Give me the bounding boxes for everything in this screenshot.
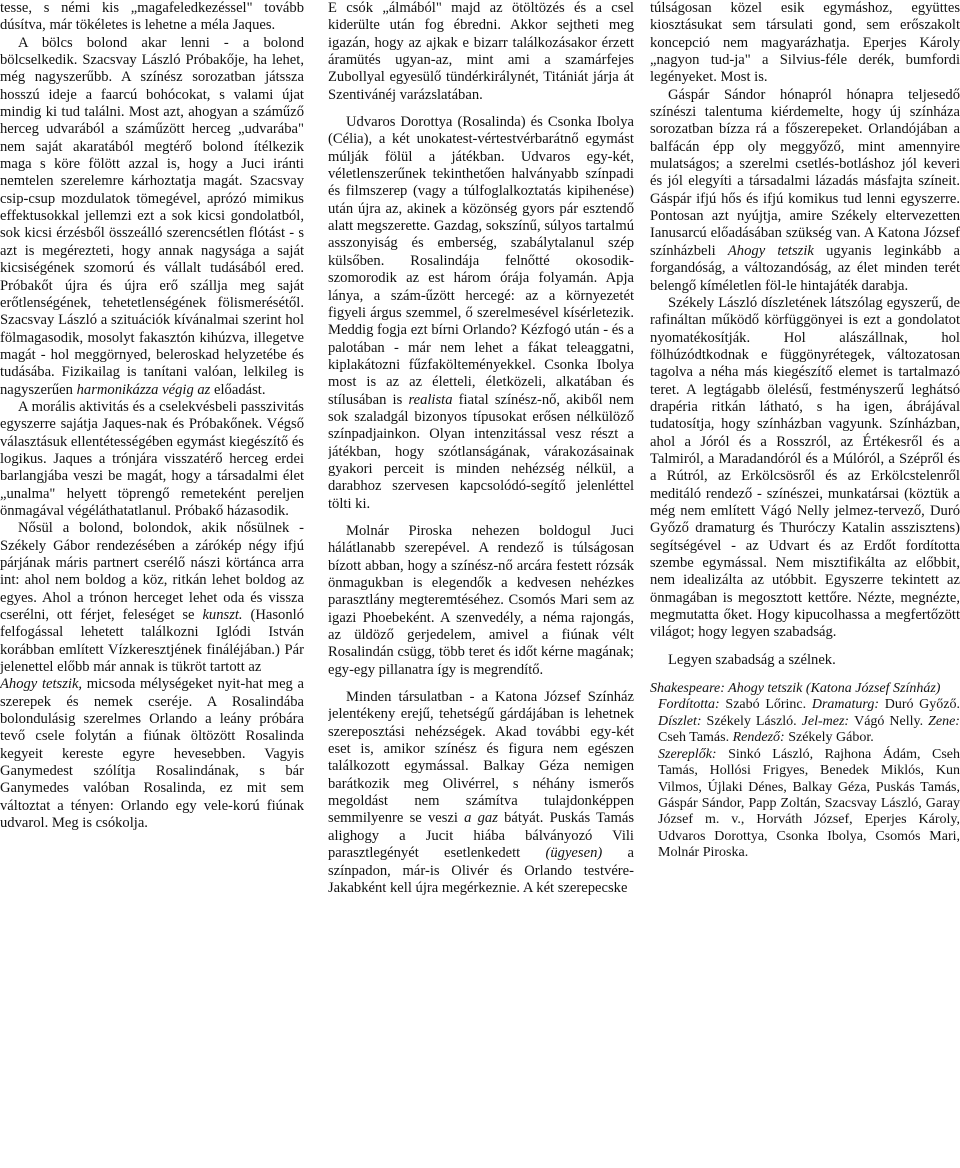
text-column-2 — [328, 0, 634, 1168]
paragraph — [0, 399, 304, 520]
italic-text: Jel-mez: — [801, 713, 855, 729]
text-run: micsoda mélységeket nyit-hat meg a szerepek és nemek cseréje. A Rosalindába bolondulásig szerelmes Orlando a leány próbára tevő csele folytán a fiúnak öltözött Rosalinda kegyeit kereste egyre hevesebben. Vagyis Ganymedest szólítja Rosalindának, s bár Ganymedes valóban Rosalinda, ez mit sem változtat a tényen: Orlando egy vele-korú fiúnak udvarol. Meg is csókolja. — [0, 676, 304, 832]
italic-text: (ügyesen) — [545, 845, 603, 862]
italic-text: Ahogy tetszik, — [0, 676, 83, 693]
text-run: ugyanis leginkább a forgandóság, a változandóság, az élet minden terét belengő kíméletlen föl-le hintajáték darabja. — [650, 242, 960, 294]
text-run: A bölcs bolond akar lenni - a bolond bölcselkedik. Szacsvay László Próbakője, ha lehet, még nagyszerűbb. A színész sorozatban játssza hosszú ideje a faarcú bohócokat, s valami újat mindig ki tud találni. Most azt, ahogyan a száműző herceg udvarából a száműzött herceg „udvarába" nem saját akaratából megtérő bolond ítélkezik maga s köre fölött azzal is, hogy a Juci iránti nemtelen szerelemre kárhoztatja magát. Szacsvay csip-csup mozdulatok tömegével, aprózó mimikus effektusokkal jellemzi ezt a sok kicsi gondolatból, sok kicsi érzésből összeálló szerencsétlen flótást - s azt is megérezteti, hogy annak nagysága a saját kicsiségének szomorú és vállalt tudásából ered. Próbakőt újra és újra erő szállja meg saját erőtlenségének, tehetetlenségének fölismerésétől. Szacsvay László a szituációk kívánalmai szerint hol fölmagasodik, mosolyt fakasztón kihúzva, illegetve magát - hol meggörnyed, beleroskad helyzetébe és tudásába. Fizikailag is tanítani valóan, lelkileg is nagyszerűen — [0, 34, 304, 398]
italic-text: Szereplők: — [658, 746, 729, 762]
text-run: Székely László. — [706, 713, 802, 729]
paragraph — [650, 652, 960, 669]
text-run: Udvaros Dorottya (Rosalinda) és Csonka Ibolya (Célia), a két unokatest-vértestvérbarátnő egymást múlják fölül a játékban. Udvaros egy-két, véletlenszerűnek tekinthetően halványabb színpadi és filmszerep (vagy a túlfoglalkoztatás kipihenése) után újra az, akinek a közönség gyors pár esztendő alatt megszerette. Gazdag, sokszínű, súlyos tartalmú asszonyiság és emberség, szabálytalanul szép külsőben. Rosalindája felnőtté okosodik-szomorodik az est három órája folyamán. Apja lánya, a szám-űzött hercegé: az a környezetét figyeli árgus szemmel, ő szerelmesével kísérletezik. Meddig fogja ezt bírni Orlando? Kézfogó után - és a palotában - már nem lehet a fákat teleaggatni, kiplakátozni fűzfakölteményekkel. Csonka Ibolya most is az az életteli, életközeli, alkatában és stílusában is — [328, 114, 634, 408]
paragraph — [328, 523, 634, 679]
italic-text: a gaz — [464, 810, 498, 827]
text-run: a színpadon, már-is Olivér és Orlando testvére-Jakabként kell újra megérkeznie. A két szerepecske — [328, 845, 634, 896]
text-run: E csók „álmából" majd az ötöltözés és a csel kiderülte után fog ébredni. Akkor sejtheti meg igazán, hogy az ajkak e bizarr találkozásakor érzett áramütés ugyan-az, mint ami a szamárfejes Zubollyal egyesülő tündérkirálynét, Titániát járja át Szentivánéj varázslatában. — [328, 0, 634, 103]
text-run: Duró Győző. — [884, 697, 960, 713]
paragraph — [0, 676, 304, 832]
italic-text: Rendező: — [732, 730, 789, 746]
text-run: Minden társulatban - a Katona József Színház jelentékeny erejű, tehetségű gárdájában is lehetnek szereposztási nehézségek. Akad további egy-két eset is, amikor színész és figura nem egészen találkozott egymással. Balkay Géza nemigen barátkozik meg Olivérrel, s néhány ismerős megoldást nem számítva tulajdonképpen semmilyenre se veszi — [328, 689, 634, 827]
italic-text: Fordította: — [658, 697, 726, 713]
italic-text: Zene: — [928, 713, 960, 729]
paragraph — [0, 0, 304, 35]
paragraph — [328, 114, 634, 513]
text-column-3 — [650, 0, 960, 1168]
italic-text: realista — [408, 391, 453, 408]
text-run: Székely László díszletének látszólag egyszerű, de rafináltan működő körfüggönyei is ezt a gondolatot nyomatékosítják. Hol alászállnak, hol fölhúzódtkodnak e függönyrétegek, változatosan tagolva a néha más kiegészítő elemet is tartalmazó teret. A legtágabb ölelésű, festményszerű leghátsó drapéria ritkán látható, s ha igen, ábrájával tudatosítja, hogy színházban vagyunk. Színházban, ahol a Jóról és a Rosszról, az Értékesről és a Talmiról, a Maradandóról és a Múlóról, a Szépről és a Rútról, az Erkölcsösről és az Erkölcstelenről meditáló rendező - színészei, munkatársai (köztük a még nem említett Vágó Nelly jelmez-tervező, Duró Győző dramaturg és Thuróczy Katalin asszisztens) segítségével - az Udvart és az Erdőt fordította szembe egymással. Nem misztifikálta az előbbit, nem idealizálta az utóbbit. Egyszerre tekintett az önmagában is megosztott kettőre. Nézte, megnézte, megmutatta őket. Hogy kipucolhassa a megfertőzött világot; hogy legyen szabadság. — [650, 294, 960, 641]
paragraph — [650, 0, 960, 87]
paragraph — [650, 295, 960, 642]
paragraph — [0, 520, 304, 676]
italic-text: Díszlet: — [658, 713, 707, 729]
text-run: fiatal színész-nő, akiből nem sok szaladgál bizonyos típusokat erősen nélkülöző színpadjainkon. Olyan intenzitással vesz részt a játékban, hogy szótlanságának, várakozásainak gyakori perceit is minden nehézség nélkül, a darabhoz szervesen kapcsolódó-segítő jelenléttel tölti ki. — [328, 391, 634, 512]
text-run: Szabó Lőrinc. — [725, 697, 812, 713]
text-run: Legyen szabadság a szélnek. — [668, 651, 836, 668]
text-column-1 — [0, 0, 304, 1168]
text-run: bátyát. Puskás Tamás alighogy a Jucit hiába bálványozó Vili parasztlegényét esetlenkedett — [328, 810, 634, 862]
text-run: (Hasonló felfogással lehetett találkozni Iglódi István korábban említett Vízkeresztjének fináléjában.) Pár jelenettel előbb már annak is tükröt tartott az — [0, 607, 304, 676]
italic-text: Ahogy tetszik — [727, 242, 814, 259]
text-run: A morális aktivitás és a cselekvésbeli passzivitás egyszerre sajátja Jaques-nak és Próbakőnek. Végső választásuk ellentétességében egymást kiegészítő és logikus. Jaques a trónjára visszatérő herceg erdei barlangjába veszi be magát, hogy a társadalmi élet „unalma" helyett töprengő remeteként pereljen önmagával végéláthatatlanul. Próbakő házasodik. — [0, 398, 304, 519]
text-run: Gáspár Sándor hónapról hónapra teljesedő színészi talentuma kiérdemelte, hogy új színháza sorozatban bízza rá a főszerepeket. Orlandójában a balfácán épp oly meggyőző, mint amennyire mulatságos; a szerelmi csetlés-botláshoz jól keveri és jól elegyíti a társadalmi lázadás másfajta színeit. Gáspár ifjú hős és ifjú komikus tud lenni egyszerre. Pontosan azt nyújtja, amire Székely eltervezetten Ianusarcú előadásában szükség van. A Katona József színházbeli — [650, 86, 960, 259]
text-run: Molnár Piroska nehezen boldogul Juci hálátlanabb szerepével. A rendező is túlságosan bízott abban, hogy a színész-nő arcára festett rózsák önmagukban is elegendők a kedvesen nehézkes parasztlány megteremtéséhez. Csomós Mari sem az igazi Phoebeként. A szenvedély, a néma rajongás, az üldöző gerjedelem, amivel a fiúnak vélt Rosalindán csügg, több teret és időt kérne magának; egy-egy pillanatra így is megrendítő. — [328, 522, 634, 678]
italic-text: Shakespeare: Ahogy tetszik (Katona József Színház) — [650, 681, 941, 697]
italic-text: Dramaturg: — [811, 697, 885, 713]
text-run: Vágó Nelly. — [854, 713, 929, 729]
paragraph — [0, 35, 304, 399]
text-run: Sinkó László, Rajhona Ádám, Cseh Tamás, Hollósi Frigyes, Benedek Miklós, Kun Vilmos, Újlaki Dénes, Balkay Géza, Puskás Tamás, Gáspár Sándor, Papp Zoltán, Szacsvay László, Garay József m. v., Horváth József, Eperjes Károly, Udvaros Dorottya, Csonka Ibolya, Csomós Mari, Molnár Piroska. — [658, 746, 960, 861]
text-run: előadást. — [210, 381, 266, 398]
italic-text: harmonikázza végig az — [76, 381, 211, 398]
text-run: tesse, s némi kis „magafeledkezéssel" tovább dúsítva, már tökéletes is lehetne a méla Jaques. — [0, 0, 304, 34]
paragraph — [650, 87, 960, 295]
text-run: túlságosan közel esik egymáshoz, együttes kiosztásukat sem társulati gond, sem erőszakolt koncepció nem magyarázhatja. Eperjes Károly „nagyon tud-ja" a Silvius-féle derék, bumfordi legényeket. Most is. — [650, 0, 960, 86]
text-run: Nősül a bolond, bolondok, akik nősülnek - Székely Gábor rendezésében a zárókép négy ifjú párjának máris partnert cserélő nászi körtánca arra int: ahol nem boldog a köz, ritkán lehet boldog az egyes. Ahol a trónon herceget lehet oda és vissza cserélni, ott férjet, feleséget se — [0, 520, 304, 624]
text-run: Székely Gábor. — [788, 730, 874, 746]
paragraph — [328, 689, 634, 897]
italic-text: kunszt. — [202, 607, 243, 624]
paragraph — [328, 0, 634, 104]
production-credits — [650, 681, 960, 861]
text-run: Cseh Tamás. — [658, 730, 733, 746]
